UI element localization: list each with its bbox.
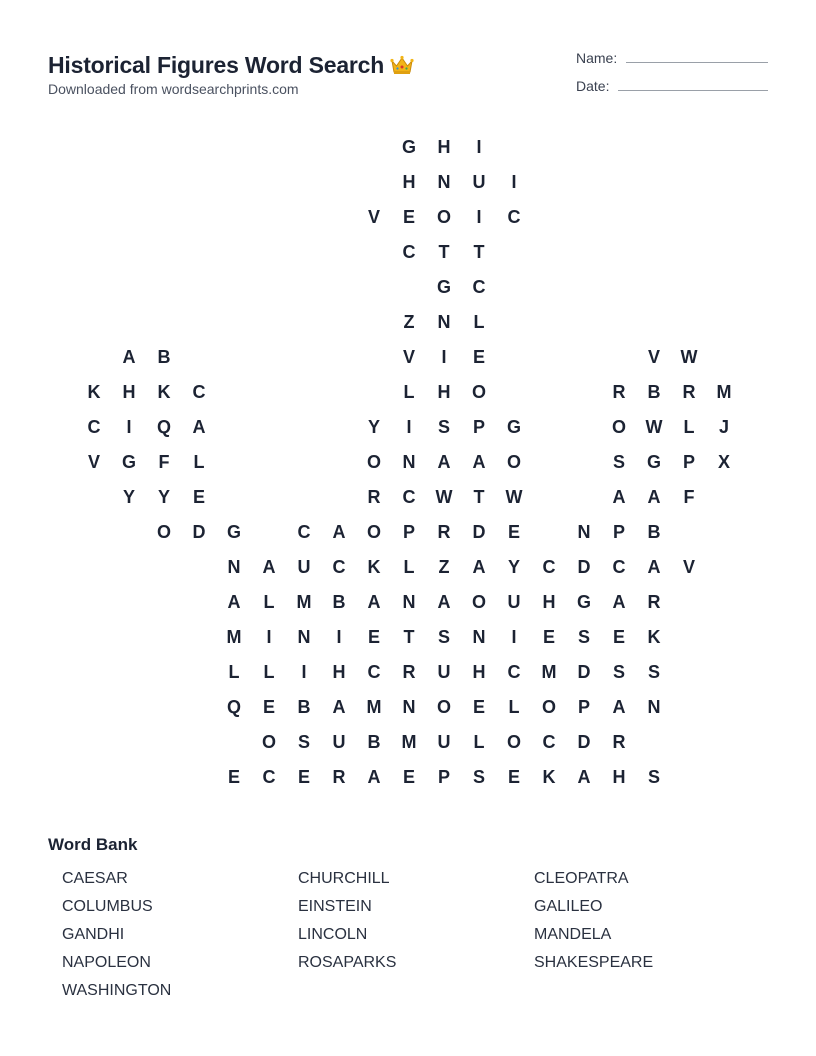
grid-letter[interactable]: U [437,732,451,752]
grid-letter[interactable]: L [193,452,205,472]
grid-letter[interactable]: I [476,207,482,227]
grid-letter[interactable]: O [261,732,276,752]
grid-letter[interactable]: I [511,172,517,192]
grid-letter[interactable]: P [472,417,485,437]
grid-letter[interactable]: A [437,452,451,472]
grid-letter[interactable]: A [577,767,591,787]
grid-letter[interactable]: A [262,557,276,577]
grid-letter[interactable]: A [472,557,486,577]
grid-letter[interactable]: I [476,137,482,157]
grid-letter[interactable]: E [262,697,275,717]
grid-letter[interactable]: U [472,172,486,192]
grid-letter[interactable]: V [402,347,415,367]
grid-letter[interactable]: I [266,627,272,647]
grid-letter[interactable]: S [647,767,660,787]
grid-letter[interactable]: N [227,557,241,577]
grid-letter[interactable]: N [297,627,311,647]
grid-letter[interactable]: C [507,207,521,227]
grid-letter[interactable]: T [438,242,450,262]
grid-letter[interactable]: R [437,522,451,542]
grid-letter[interactable]: E [367,627,380,647]
grid-letter[interactable]: O [506,452,521,472]
grid-letter[interactable]: P [612,522,625,542]
grid-letter[interactable]: W [435,487,453,507]
grid-letter[interactable]: U [507,592,521,612]
word-bank-item: LINCOLN [298,926,368,943]
grid-letter[interactable]: B [367,732,381,752]
grid-letter[interactable]: T [473,487,485,507]
grid-letter[interactable]: R [612,382,626,402]
grid-letter[interactable]: K [542,767,556,787]
grid-letter[interactable]: A [367,767,381,787]
grid-letter[interactable]: V [647,347,660,367]
word-bank-item: SHAKESPEARE [534,954,654,971]
grid-letter[interactable]: H [122,382,136,402]
grid-letter[interactable]: Y [122,487,135,507]
grid-letter[interactable]: M [366,697,382,717]
grid-letter[interactable]: B [647,382,661,402]
grid-letter[interactable]: H [612,767,626,787]
grid-letter[interactable]: S [612,452,625,472]
word-bank-item: CAESAR [62,870,128,887]
grid-letter[interactable]: G [226,522,241,542]
grid-letter[interactable]: V [367,207,380,227]
grid-letter[interactable]: O [611,417,626,437]
grid-letter[interactable]: B [647,522,661,542]
grid-letter[interactable]: O [366,522,381,542]
word-bank-item: NAPOLEON [62,954,151,971]
grid-letter[interactable]: C [402,487,416,507]
grid-letter[interactable]: D [577,662,591,682]
word-bank [62,870,770,1010]
grid-letter[interactable]: O [506,732,521,752]
grid-letter[interactable]: B [332,592,346,612]
grid-letter[interactable]: A [332,697,346,717]
grid-letter[interactable]: E [507,522,520,542]
grid-letter[interactable]: H [332,662,346,682]
grid-letter[interactable]: R [612,732,626,752]
grid-letter[interactable]: H [472,662,486,682]
grid-letter[interactable]: C [542,557,556,577]
grid-letter[interactable]: E [297,767,310,787]
grid-letter[interactable]: A [612,697,626,717]
word-bank-item: CHURCHILL [298,870,390,887]
grid-letter[interactable]: H [402,172,416,192]
grid-letter[interactable]: C [192,382,206,402]
grid-letter[interactable]: S [612,662,625,682]
grid-letter[interactable]: E [612,627,625,647]
grid-letter[interactable]: Q [156,417,171,437]
grid-letter[interactable]: P [682,452,695,472]
grid-letter[interactable]: C [297,522,311,542]
grid-letter[interactable]: N [577,522,591,542]
grid-letter[interactable]: D [192,522,206,542]
grid-letter[interactable]: R [332,767,346,787]
page-subtitle: Downloaded from wordsearchprints.com [48,81,299,97]
grid-letter[interactable]: T [403,627,415,647]
word-bank-item: COLUMBUS [62,898,153,915]
grid-letter[interactable]: A [647,487,661,507]
grid-letter[interactable]: N [402,697,416,717]
word-bank-item: WASHINGTON [62,982,172,999]
grid-letter[interactable]: E [507,767,520,787]
grid-letter[interactable]: J [718,417,729,437]
grid-letter[interactable]: O [471,592,486,612]
name-label: Name: [576,50,618,66]
grid-letter[interactable]: O [156,522,171,542]
grid-letter[interactable]: A [192,417,206,437]
grid-letter[interactable]: K [647,627,661,647]
grid-letter[interactable]: S [437,627,450,647]
page-title-text: Historical Figures Word Search [48,52,385,78]
grid-letter[interactable]: E [472,697,485,717]
grid-letter[interactable]: A [227,592,241,612]
grid-letter[interactable]: R [647,592,661,612]
date-label: Date: [576,78,610,94]
grid-letter[interactable]: E [402,207,415,227]
grid-letter[interactable]: M [296,592,312,612]
grid-letter[interactable]: H [437,382,451,402]
grid-letter[interactable]: W [680,347,698,367]
grid-letter[interactable]: O [541,697,556,717]
grid-letter[interactable]: Y [367,417,380,437]
grid-letter[interactable]: G [576,592,591,612]
word-bank-item: GANDHI [62,926,125,943]
grid-letter[interactable]: P [402,522,415,542]
grid-letter[interactable]: R [682,382,696,402]
grid-letter[interactable]: P [437,767,450,787]
grid-letter[interactable]: C [402,242,416,262]
grid-letter[interactable]: L [263,662,275,682]
word-bank-item: MANDELA [534,926,612,943]
grid-letter[interactable]: L [403,557,415,577]
grid-letter[interactable]: O [471,382,486,402]
grid-letter[interactable]: I [301,662,307,682]
grid-letter[interactable]: I [126,417,132,437]
grid-letter[interactable]: U [332,732,346,752]
grid-letter[interactable]: A [332,522,346,542]
grid-letter[interactable]: I [406,417,412,437]
grid-letter[interactable]: T [473,242,485,262]
grid-letter[interactable]: W [505,487,523,507]
grid-letter[interactable]: K [157,382,171,402]
grid-letter[interactable]: L [403,382,415,402]
grid-letter[interactable]: L [508,697,520,717]
grid-letter[interactable]: M [401,732,417,752]
grid-letter[interactable]: I [511,627,517,647]
grid-letter[interactable]: C [87,417,101,437]
grid-letter[interactable]: L [473,732,485,752]
grid-letter[interactable]: H [437,137,451,157]
grid-letter[interactable]: B [297,697,311,717]
grid-letter[interactable]: H [542,592,556,612]
grid-letter[interactable]: M [541,662,557,682]
word-bank-item: ROSAPARKS [298,954,397,971]
grid-letter[interactable]: S [472,767,485,787]
grid-letter[interactable]: A [367,592,381,612]
grid-letter[interactable]: C [332,557,346,577]
grid-letter[interactable]: L [473,312,485,332]
grid-letter[interactable]: R [367,487,381,507]
grid-letter[interactable]: S [437,417,450,437]
grid-letter[interactable]: C [472,277,486,297]
grid-letter[interactable]: C [612,557,626,577]
grid-letter[interactable]: I [336,627,342,647]
grid-letter[interactable]: O [436,697,451,717]
grid-letter[interactable]: V [682,557,695,577]
grid-letter[interactable]: X [717,452,730,472]
grid-letter[interactable]: G [401,137,416,157]
grid-letter[interactable]: L [263,592,275,612]
grid-letter[interactable]: L [228,662,240,682]
word-bank-item: CLEOPATRA [534,870,629,887]
word-bank-item: GALILEO [534,898,603,915]
grid-letter[interactable]: Y [157,487,170,507]
grid-letter[interactable]: G [436,277,451,297]
grid-letter[interactable]: Y [507,557,520,577]
grid-letter[interactable]: Z [403,312,415,332]
grid-letter[interactable]: D [577,732,591,752]
grid-letter[interactable]: K [367,557,381,577]
grid-letter[interactable]: N [402,592,416,612]
grid-letter[interactable]: W [645,417,663,437]
grid-letter[interactable]: E [402,767,415,787]
grid-letter[interactable]: I [441,347,447,367]
grid-letter[interactable]: A [612,592,626,612]
grid-letter[interactable]: N [402,452,416,472]
grid-letter[interactable]: E [227,767,240,787]
word-bank-title: Word Bank [48,835,138,854]
grid-letter[interactable]: V [87,452,100,472]
grid-letter[interactable]: F [683,487,695,507]
grid-letter[interactable]: O [366,452,381,472]
grid-letter[interactable]: E [472,347,485,367]
grid-letter[interactable]: G [506,417,521,437]
word-bank-item: EINSTEIN [298,898,372,915]
grid-letter[interactable]: A [612,487,626,507]
grid-letter[interactable]: G [121,452,136,472]
grid-letter[interactable]: C [367,662,381,682]
grid-letter[interactable]: S [297,732,310,752]
grid-letter[interactable]: B [157,347,171,367]
grid-letter[interactable]: G [646,452,661,472]
grid-letter[interactable]: K [87,382,101,402]
grid-letter[interactable]: N [437,312,451,332]
grid-letter[interactable]: O [436,207,451,227]
grid-letter[interactable]: A [647,557,661,577]
grid-letter[interactable]: N [472,627,486,647]
grid-letter[interactable]: U [437,662,451,682]
grid-letter[interactable]: A [472,452,486,472]
grid-letter[interactable]: R [402,662,416,682]
grid-letter[interactable]: F [158,452,170,472]
grid-letter[interactable]: Z [438,557,450,577]
grid-letter[interactable]: M [716,382,732,402]
grid-letter[interactable]: C [262,767,276,787]
grid-letter[interactable]: Q [226,697,241,717]
grid-letter[interactable]: S [577,627,590,647]
grid-letter[interactable]: E [192,487,205,507]
grid-letter[interactable]: C [542,732,556,752]
grid-letter[interactable]: E [542,627,555,647]
grid-letter[interactable]: N [437,172,451,192]
grid-letter[interactable]: D [472,522,486,542]
grid-letter[interactable]: C [507,662,521,682]
grid-letter[interactable]: M [226,627,242,647]
grid-letter[interactable]: P [577,697,590,717]
grid-letter[interactable]: L [683,417,695,437]
grid-letter[interactable]: D [577,557,591,577]
grid-letter[interactable]: S [647,662,660,682]
grid-letter[interactable]: A [122,347,136,367]
grid-letter[interactable]: A [437,592,451,612]
grid-letter[interactable]: U [297,557,311,577]
grid-letter[interactable]: N [647,697,661,717]
